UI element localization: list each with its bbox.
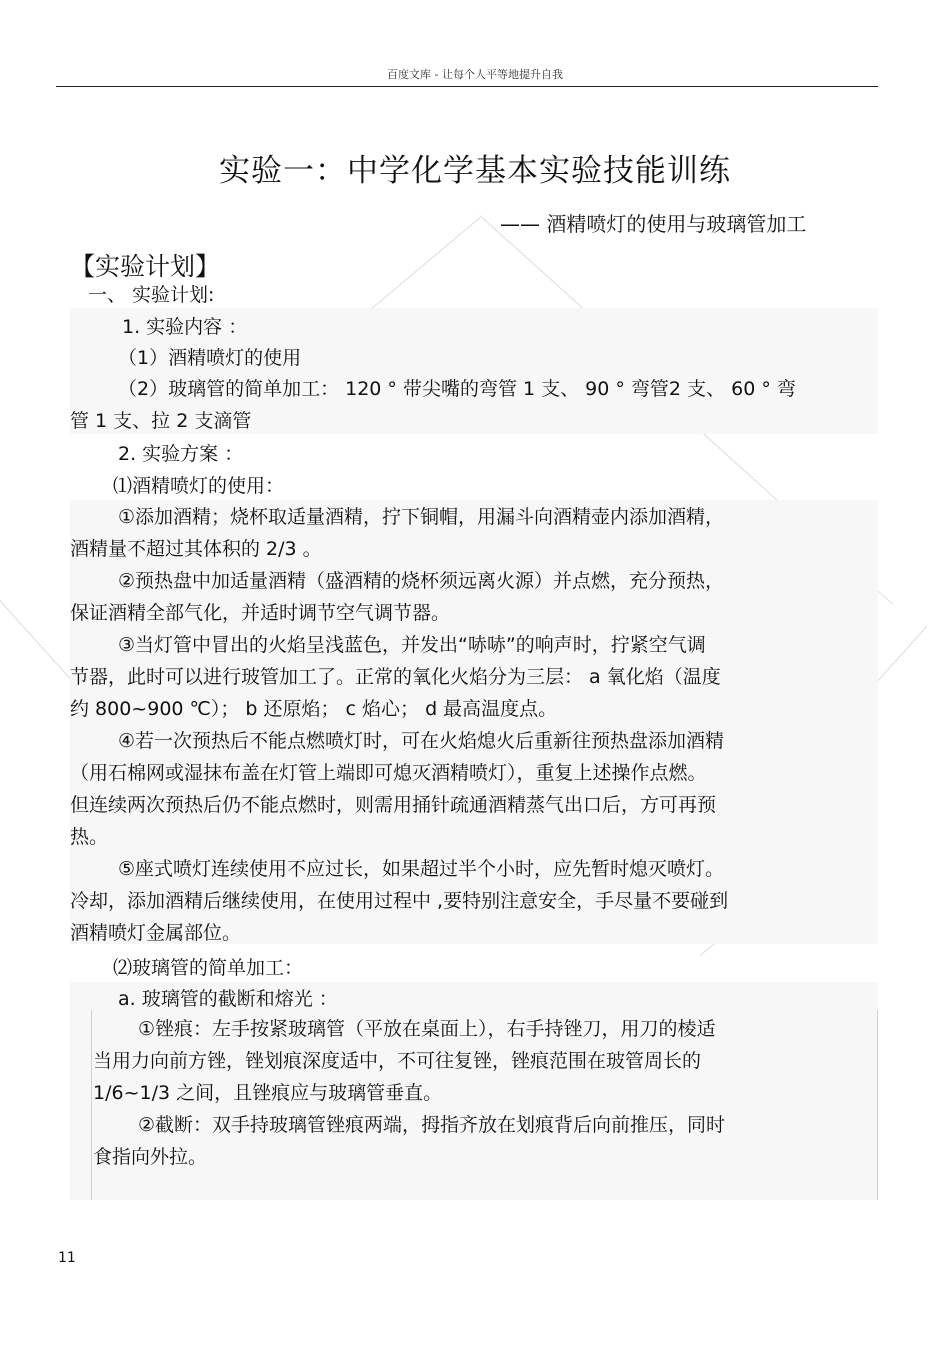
text-line: ④若一次预热后不能点燃喷灯时，可在火焰熄火后重新往预热盘添加酒精 [118,730,725,752]
page-subtitle: —— 酒精喷灯的使用与玻璃管加工 [500,212,807,236]
text-line: 冷却，添加酒精后继续使用，在使用过程中 ,要特别注意安全，手尽量不要碰到 [70,890,729,912]
text-line: ①锉痕：左手按紧玻璃管（平放在桌面上），右手持锉刀，用刀的棱适 [138,1018,716,1040]
block-right-border [877,1010,878,1200]
text-line: （1）酒精喷灯的使用 [118,347,302,369]
text-line: 保证酒精全部气化，并适时调节空气调节器。 [70,602,451,624]
section-heading: 【实验计划】 [70,252,221,281]
text-line: 约 800~900 ℃）； b 还原焰； c 焰心； d 最高温度点。 [70,698,558,720]
text-line: 一、 实验计划: [88,284,215,306]
text-line: a. 玻璃管的截断和熔光 ： [118,988,338,1010]
text-line: （2）玻璃管的简单加工： 120 ° 带尖嘴的弯管 1 支、 90 ° 弯管2 支、 60 ° 弯 [118,378,796,400]
text-line: ①添加酒精；烧杯取适量酒精，拧下铜帽，用漏斗向酒精壶内添加酒精， [118,506,725,528]
text-line: 1. 实验内容 ： [122,316,248,338]
text-line: ③当灯管中冒出的火焰呈浅蓝色，并发出“哧哧”的响声时，拧紧空气调 [118,634,706,656]
text-line: 当用力向前方锉，锉划痕深度适中，不可往复锉，锉痕范围在玻管周长的 [93,1050,702,1072]
text-line: 1/6~1/3 之间，且锉痕应与玻璃管垂直。 [93,1082,443,1104]
text-line: ②预热盘中加适量酒精（盛酒精的烧杯须远离火源）并点燃，充分预热， [118,570,725,592]
text-line: ⑴酒精喷灯的使用： [113,475,285,497]
text-line: ⑵玻璃管的简单加工： [113,957,304,979]
text-line: 节器，此时可以进行玻管加工了。正常的氧化火焰分为三层： a 氧化焰（温度 [70,666,721,688]
text-line: （用石棉网或湿抹布盖在灯管上端即可熄灭酒精喷灯），重复上述操作点燃。 [70,762,707,784]
text-line: 食指向外拉。 [93,1146,208,1168]
header-rule [56,86,878,87]
page-header: 百度文库 - 让每个人平等地提升自我 [387,68,563,81]
text-line: 酒精量不超过其体积的 2/3 。 [70,538,322,560]
text-line: 酒精喷灯金属部位。 [70,922,242,944]
text-line: 2. 实验方案 ： [118,443,244,465]
text-line: 管 1 支、拉 2 支滴管 [70,410,252,432]
block-left-border [91,1010,92,1200]
text-line: ⑤座式喷灯连续使用不应过长，如果超过半个小时，应先暂时熄灭喷灯。 [118,858,725,880]
text-line: ②截断：双手持玻璃管锉痕两端，拇指齐放在划痕背后向前推压，同时 [138,1114,726,1136]
page-number: 11 [58,1250,76,1266]
text-line: 但连续两次预热后仍不能点燃时，则需用捅针疏通酒精蒸气出口后，方可再预 [70,794,717,816]
text-line: 热。 [70,826,109,848]
page-title: 实验一：中学化学基本实验技能训练 [219,153,731,189]
